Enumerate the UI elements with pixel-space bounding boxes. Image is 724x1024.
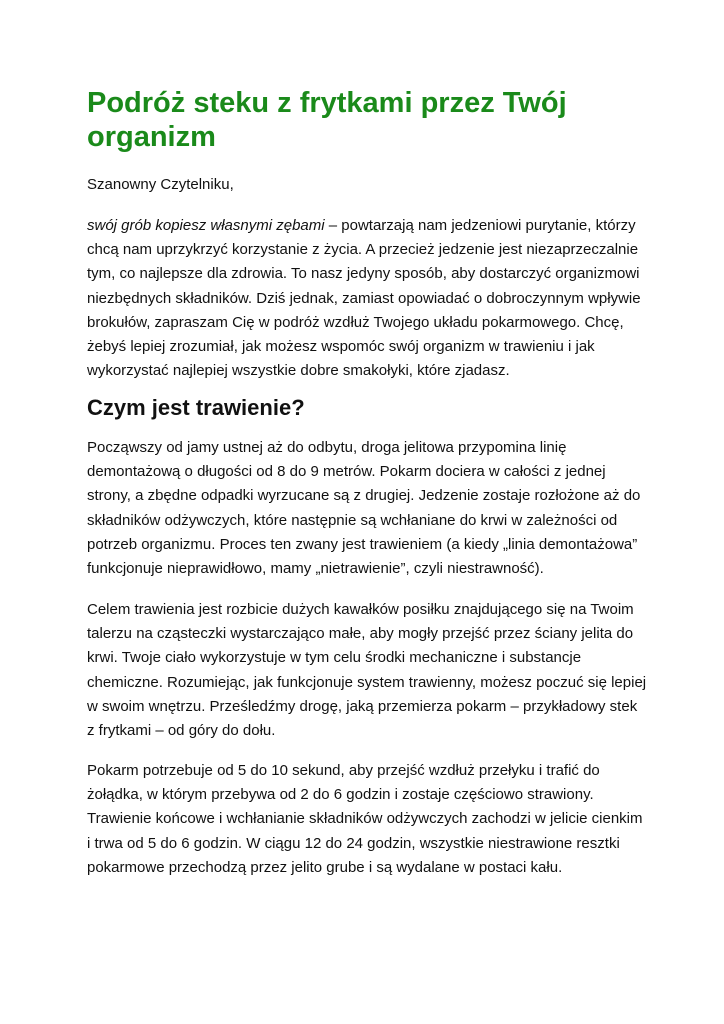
- intro-paragraph: [87, 214, 647, 383]
- document-title: Podróż steku z frytkami przez Twój organizm: [87, 87, 567, 153]
- section-heading: Czym jest trawienie?: [87, 395, 305, 420]
- greeting: Szanowny Czytelniku,: [87, 176, 234, 193]
- intro-text: – powtarzają nam jedzeniowi purytanie, którzy chcą nam uprzykrzyć korzystanie z życia. A przecież jedzenie jest niezaprzeczalnie tym, co najlepsze dla zdrowia. To nasz jedyny sposób, aby dostarczyć organizmowi niezbędnych składników. Dziś jednak, zamiast opowiadać o dobroczynnym wpływie brokułów, zapraszam Cię w podróż wzdłuż Twojego układu pokarmowego. Chcę, żebyś lepiej zrozumiał, jak możesz wspomóc swój organizm w trawieniu i jak wykorzystać najlepiej wszystkie dobre smakołyki, które zjadasz.: [87, 217, 641, 380]
- body-paragraph-3: Pokarm potrzebuje od 5 do 10 sekund, aby przejść wzdłuż przełyku i trafić do żołądka, w którym przebywa od 2 do 6 godzin i zostaje częściowo strawiony. Trawienie końcowe i wchłanianie składników odżywczych zachodzi w jelicie cienkim i trwa od 5 do 6 godzin. W ciągu 12 do 24 godzin, wszystkie niestrawione resztki pokarmowe przechodzą przez jelito grube i są wydalane w postaci kału.: [87, 762, 643, 876]
- body-paragraph-2: Celem trawienia jest rozbicie dużych kawałków posiłku znajdującego się na Twoim talerzu na cząsteczki wystarczająco małe, aby mogły przejść przez ściany jelita do krwi. Twoje ciało wykorzystuje w tym celu środki mechaniczne i substancje chemiczne. Rozumiejąc, jak funkcjonuje system trawienny, możesz poczuć się lepiej w swoim wnętrzu. Prześledźmy drogę, jaką przemierza pokarm – przykładowy stek z frytkami – od góry do dołu.: [87, 601, 647, 740]
- body-paragraph-1: Począwszy od jamy ustnej aż do odbytu, droga jelitowa przypomina linię demontażową o długości od 8 do 9 metrów. Pokarm dociera w całości z jednej strony, a zbędne odpadki wyrzucane są z drugiej. Jedzenie zostaje rozłożone aż do składników odżywczych, które następnie są wchłaniane do krwi w zależności od potrzeb organizmu. Proces ten zwany jest trawieniem (a kiedy „linia demontażowa” funkcjonuje nieprawidłowo, mamy „nietrawienie”, czyli niestrawność).: [87, 439, 641, 578]
- intro-italic-quote: swój grób kopiesz własnymi zębami: [87, 217, 325, 234]
